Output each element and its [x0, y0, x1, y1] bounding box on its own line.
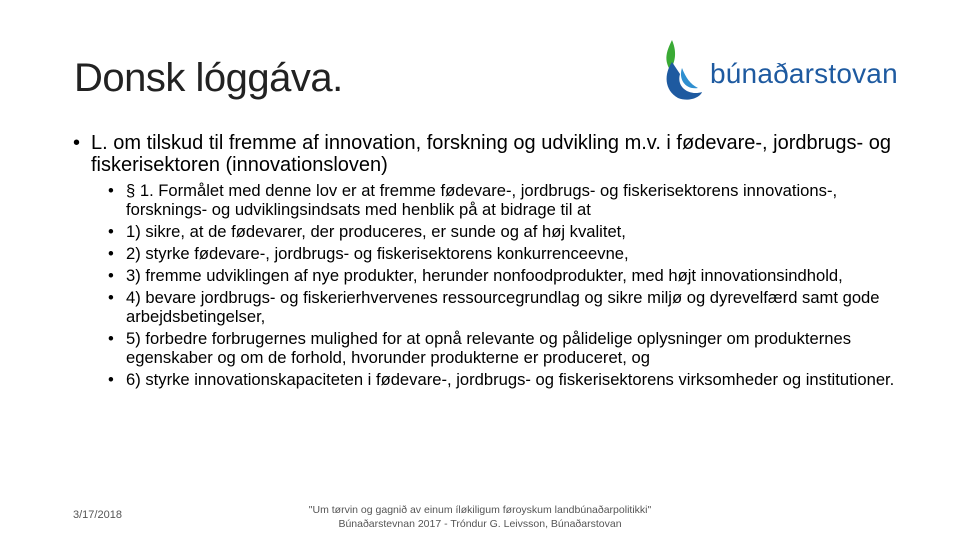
sub-point	[73, 266, 913, 285]
bullet-icon: •	[108, 181, 114, 200]
main-point-text: L. om tilskud til fremme af innovation, forskning og udvikling m.v. i fødevare-, jordbrugs- og fiskerisektoren (innovationsloven)	[91, 132, 891, 176]
footer-line-1: "Um tørvin og gagnið av einum íløkiligum føroyskum landbúnaðarpolitikki"	[308, 504, 652, 516]
bullet-icon: •	[108, 222, 114, 241]
sub-point-text: 5) forbedre forbrugernes mulighed for at opnå relevante og pålidelige oplysninger om produkternes egenskaber og om de forhold, hvorunder produkterne er produceret, og	[126, 329, 852, 367]
bullet-icon: •	[108, 244, 114, 263]
sub-point	[73, 288, 913, 326]
sub-point-text: 2) styrke fødevare-, jordbrugs- og fiskerisektorens konkurrenceevne,	[126, 244, 629, 263]
bullet-icon: •	[108, 288, 114, 307]
sub-point-text: § 1. Formålet med denne lov er at fremme fødevare-, jordbrugs- og fiskerisektorens innovations-, forsknings- og udviklingsindsats med henblik på at bidrage til at	[126, 181, 838, 219]
sub-point-text: 1) sikre, at de fødevarer, der produceres, er sunde og af høj kvalitet,	[126, 222, 626, 241]
sub-point-text: 3) fremme udviklingen af nye produkter, herunder nonfoodprodukter, med højt innovationsindhold,	[126, 266, 843, 285]
sub-point-text: 4) bevare jordbrugs- og fiskerierhvervenes ressourcegrundlag og sikre miljø og dyrevelfærd samt gode arbejdsbetingelser,	[126, 288, 880, 326]
sub-point	[73, 370, 913, 389]
slide-title: Donsk lóggáva.	[74, 56, 343, 100]
footer-caption	[270, 503, 690, 531]
slide-body	[73, 132, 913, 392]
bullet-icon: •	[108, 329, 114, 348]
main-point	[73, 132, 913, 176]
sub-point	[73, 244, 913, 263]
sub-point	[73, 222, 913, 241]
footer-line-2: Búnaðarstevnan 2017 - Tróndur G. Leivsson, Búnaðarstovan	[338, 518, 622, 530]
bullet-icon: •	[108, 266, 114, 285]
footer-date: 3/17/2018	[73, 509, 122, 521]
sub-point	[73, 329, 913, 367]
logo-text: búnaðarstovan	[710, 58, 898, 89]
bullet-icon: •	[73, 132, 81, 154]
sub-point	[73, 181, 913, 219]
sub-point-list	[73, 181, 913, 389]
sub-point-text: 6) styrke innovationskapaciteten i fødevare-, jordbrugs- og fiskerisektorens virksomheder og institutioner.	[126, 370, 895, 389]
logo-drop-lightblue-icon	[681, 68, 698, 88]
bullet-icon: •	[108, 370, 114, 389]
